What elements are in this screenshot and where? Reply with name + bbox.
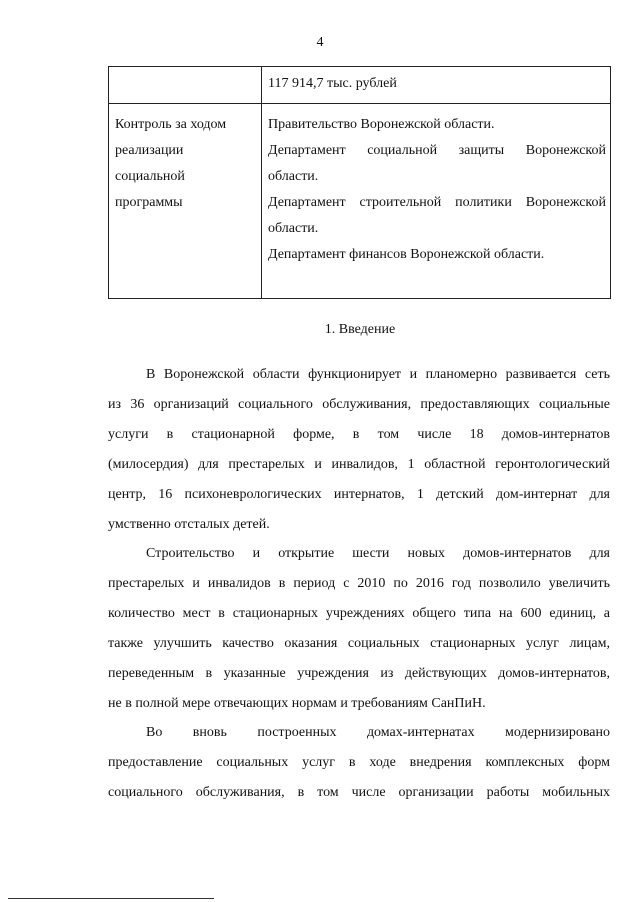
table-cell-control-entities [262, 104, 611, 299]
paragraph-line: Строительство и открытие шести новых домов-интернатов для [146, 546, 610, 561]
entity-line: области. [268, 221, 319, 236]
table-row-control [109, 104, 611, 299]
page-number: 4 [316, 35, 324, 50]
paragraph-line: (милосердия) для престарелых и инвалидов, 1 областной геронтологический [108, 457, 610, 472]
paragraph-line: услуги в стационарной форме, в том числе 18 домов-интернатов [108, 427, 610, 442]
control-label-line: реализации [115, 143, 184, 158]
control-label-line: Контроль за ходом [115, 117, 227, 132]
control-label-line: социальной [115, 169, 185, 184]
paragraph-intro-network [108, 360, 610, 540]
paragraph-line: центр, 16 психоневрологических интернатов, 1 детский дом-интернат для [108, 487, 610, 502]
paragraph-line: престарелых и инвалидов в период с 2010 по 2016 год позволило увеличить [108, 576, 610, 591]
table-cell-budget [262, 67, 611, 104]
program-passport-table [108, 66, 611, 299]
paragraph-line: также улучшить качество оказания социальных стационарных услуг лицам, [108, 636, 610, 651]
entity-line: Департамент строительной политики Воронежской [268, 195, 606, 210]
entity-line: области. [268, 169, 319, 184]
entity-line: Департамент социальной защиты Воронежской [268, 143, 606, 158]
paragraph-line: умственно отсталых детей. [108, 517, 270, 532]
budget-value: 117 914,7 тыс. рублей [268, 76, 397, 91]
entity-line: Департамент финансов Воронежской области. [268, 247, 545, 262]
paragraph-line: переведенным в указанные учреждения из действующих домов-интернатов, [108, 666, 610, 681]
control-label-line: программы [115, 195, 183, 210]
paragraph-line: предоставление социальных услуг в ходе внедрения комплексных форм [108, 755, 610, 770]
paragraph-line: не в полной мере отвечающих нормам и требованиям СанПиН. [108, 696, 486, 711]
table-cell-empty [109, 67, 262, 104]
paragraph-line: из 36 организаций социального обслуживания, предоставляющих социальные [108, 397, 610, 412]
table-cell-control-label [109, 104, 262, 299]
table-row-budget [109, 67, 611, 104]
paragraph-construction [108, 539, 610, 719]
paragraph-line: В Воронежской области функционирует и планомерно развивается сеть [146, 367, 610, 382]
paragraph-modernization [108, 718, 610, 808]
footnote-divider [8, 898, 214, 899]
paragraph-line: количество мест в стационарных учреждениях общего типа на 600 единиц, а [108, 606, 610, 621]
entity-line: Правительство Воронежской области. [268, 117, 495, 132]
paragraph-line: Во вновь построенных домах-интернатах модернизировано [146, 725, 610, 740]
section-heading: 1. Введение [324, 322, 396, 337]
paragraph-line: социального обслуживания, в том числе организации работы мобильных [108, 785, 610, 800]
